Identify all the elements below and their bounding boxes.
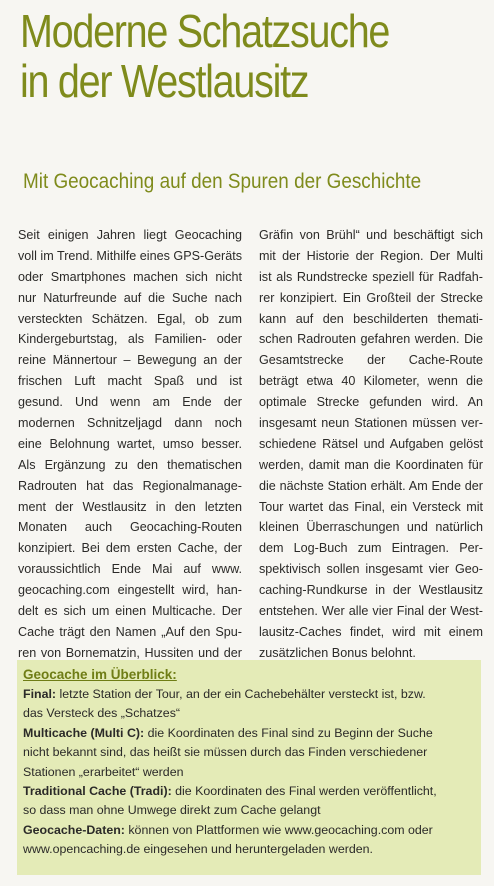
definition-final (23, 685, 479, 704)
text-line: Radrouten hat das Regionalmanage- (18, 478, 242, 493)
text-line: optimale Strecke gefunden wird. An (259, 395, 483, 410)
definition-term: Final: (23, 687, 57, 701)
text-line: die nächste Station erhält. Am Ende der (259, 478, 483, 493)
text-line: beträgt etwa 40 Kilometer, wenn die (259, 374, 483, 389)
text-line: werden, damit man die Koordinaten für (259, 457, 483, 472)
subheadline: Mit Geocaching auf den Spuren der Geschichte (23, 170, 422, 193)
text-line: nur Naturfreunde auf die Suche nach (18, 290, 242, 305)
definition-text: können von Plattformen wie www.geocaching.com oder (124, 822, 433, 837)
headline-line-2: in der Westlausitz (20, 55, 309, 107)
text-line: frischen Luft macht Spaß und ist (18, 374, 242, 389)
definition-text: letzte Station der Tour, an der ein Cachebehälter versteckt ist, bzw. (56, 687, 426, 701)
definition-text-line: Stationen „erarbeitet“ werden (23, 764, 184, 779)
text-line: lausitz-Caches findet, wird mit einem (259, 624, 483, 639)
text-line: ren von Bornematzin, Hussiten und der (18, 645, 242, 660)
text-line: caching-Rundkurse in der Westlausitz (259, 583, 483, 598)
text-line: Cache trägt den Namen „Auf den Spu- (18, 624, 242, 639)
text-line: Gesamtstrecke der Cache-Route (259, 353, 483, 368)
headline-line-1: Moderne Schatzsuche (20, 5, 390, 57)
definition-term: Geocache-Daten: (23, 822, 125, 837)
text-line: schiedene Rätsel und Aufgaben gelöst (259, 436, 483, 451)
definition-text: die Koordinaten des Final werden veröffentlicht, (171, 784, 437, 799)
text-line: dem Log-Buch zum Eintragen. Per- (259, 541, 483, 556)
text-line: ment der Westlausitz in den letzten (18, 499, 242, 514)
text-line: Monaten auch Geocaching-Routen (18, 520, 242, 535)
definition-term: Multicache (Multi C): (23, 725, 145, 740)
text-line: mit der Historie der Region. Der Multi (259, 248, 483, 263)
text-line: modernen Schnitzeljagd dann noch (18, 416, 242, 431)
text-line: Seit einigen Jahren liegt Geocaching (18, 228, 242, 242)
text-line: gesund. Und wenn am Ende der (18, 395, 242, 410)
text-line: entstehen. Wer alle vier Final der West- (259, 604, 483, 619)
text-line: Tour wartet das Final, ein Versteck mit (259, 499, 483, 514)
text-line: insgesamt neun Stationen müssen ver- (259, 416, 483, 431)
text-line: geocaching.com eingestellt wird, han- (18, 583, 242, 598)
text-line: kleinen Überraschungen und natürlich (259, 520, 483, 535)
definition-text: die Koordinaten des Final sind zu Beginn der Suche (144, 725, 433, 740)
body-column-right (259, 225, 483, 664)
text-line: oder Smartphones machen sich nicht (18, 269, 242, 284)
info-box (17, 660, 481, 875)
text-line: eine Belohnung wartet, umso besser. (18, 436, 242, 451)
text-line: spektivisch sollen insgesamt vier Geo- (259, 562, 483, 577)
text-line: ist als Rundstrecke speziell für Radfah- (259, 269, 483, 284)
definition-text-line: www.opencaching.de eingesehen und heruntergeladen werden. (23, 842, 373, 857)
body-column-left (18, 225, 242, 664)
definition-geocache-data (23, 821, 479, 840)
text-line: zusätzlichen Bonus belohnt. (259, 645, 416, 660)
text-line: versteckten Schätzen. Egal, ob zum (18, 311, 242, 326)
text-line: Kindergeburtstag, als Familien- oder (18, 332, 242, 347)
text-line: reine Männertour – Bewegung an der (18, 353, 242, 368)
text-line: kann auf den beschilderten themati- (259, 311, 483, 326)
text-line: voll im Trend. Mithilfe eines GPS-Geräts (18, 248, 242, 263)
definition-multicache (23, 724, 479, 743)
text-line: delt es sich um einen Multicache. Der (18, 604, 242, 619)
text-line: rer konzipiert. Ein Großteil der Strecke (259, 290, 483, 305)
definition-text-line: das Versteck des „Schatzes“ (23, 706, 181, 721)
definition-term: Traditional Cache (Tradi): (23, 784, 172, 799)
text-line: Gräfin von Brühl“ und beschäftigt sich (259, 228, 483, 242)
text-line: Als Ergänzung zu den thematischen (18, 457, 242, 472)
text-line: konzipiert. Bei dem ersten Cache, der (18, 541, 242, 556)
definition-text-line: nicht bekannt sind, das heißt sie müssen durch das Finden verschiedener (23, 745, 428, 760)
headline (20, 6, 424, 106)
info-box-title: Geocache im Überblick: (23, 667, 177, 682)
definition-text-line: so dass man ohne Umwege direkt zum Cache gelangt (23, 803, 321, 818)
text-line: schen Radrouten gefahren werden. Die (259, 332, 483, 347)
text-line: voraussichtlich Ende Mai auf www. (18, 562, 242, 577)
definition-traditional-cache (23, 782, 479, 801)
